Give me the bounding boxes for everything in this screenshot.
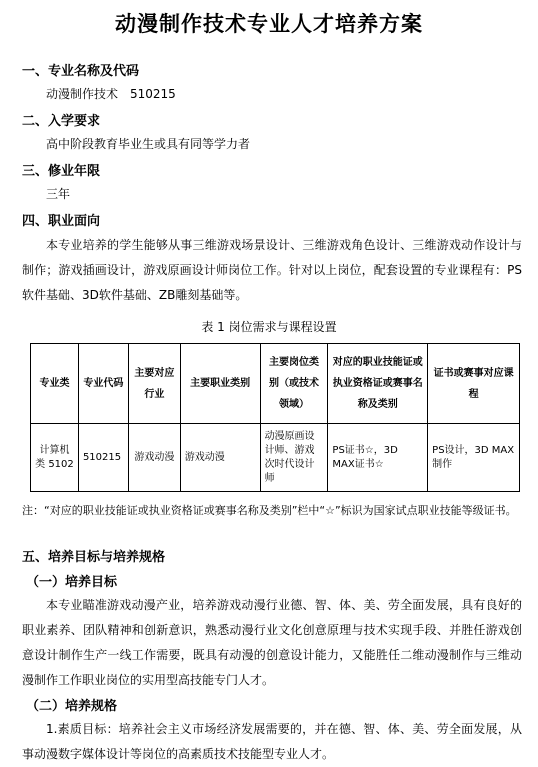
section-4-heading: 四、职业面向 — [22, 214, 101, 229]
table-cell: 计算机类 5102 — [31, 424, 79, 492]
table-cell: 游戏动漫 — [128, 424, 180, 492]
table-cell: 510215 — [78, 424, 128, 492]
table-header-cell: 主要岗位类别（或技术领域） — [260, 344, 328, 424]
table-header-cell: 证书或赛事对应课程 — [428, 344, 520, 424]
table-cell: PS证书☆，3D MAX证书☆ — [328, 424, 428, 492]
study-duration: 三年 — [46, 187, 71, 201]
table-cell: 游戏动漫 — [180, 424, 260, 492]
job-course-table — [30, 343, 520, 492]
major-name-code: 动漫制作技术 510215 — [46, 87, 176, 101]
quality-goal-paragraph: 1.素质目标：培养社会主义市场经济发展需要的，并在德、智、体、美、劳全面发展，从事动漫数字媒体设计等岗位的高素质技术技能型专业人才。 — [22, 722, 522, 761]
section-1-heading: 一、专业名称及代码 — [22, 64, 140, 79]
document-title: 动漫制作技术专业人才培养方案 — [115, 12, 423, 36]
section-3-heading: 三、修业年限 — [22, 164, 101, 179]
table-header-cell: 对应的职业技能证或执业资格证或赛事名称及类别 — [328, 344, 428, 424]
admission-requirement: 高中阶段教育毕业生或具有同等学力者 — [46, 137, 251, 151]
section-2-heading: 二、入学要求 — [22, 114, 101, 129]
career-orientation-paragraph: 本专业培养的学生能够从事三维游戏场景设计、三维游戏角色设计、三维游戏动作设计与制作；游戏插画设计，游戏原画设计师岗位工作。针对以上岗位，配套设置的专业课程有：PS软件基础、3D软件基础、ZB雕刻基础等。 — [22, 238, 522, 302]
table-header-cell: 专业代码 — [78, 344, 128, 424]
training-spec-heading: （二）培养规格 — [26, 699, 118, 714]
table-header-cell: 专业类 — [31, 344, 79, 424]
table-row — [31, 424, 520, 492]
table-header-cell: 主要对应行业 — [128, 344, 180, 424]
table-caption: 表 1 岗位需求与课程设置 — [201, 320, 337, 334]
training-goal-heading: （一）培养目标 — [26, 575, 118, 590]
training-goal-paragraph: 本专业瞄准游戏动漫产业，培养游戏动漫行业德、智、体、美、劳全面发展，具有良好的职业素养、团队精神和创新意识，熟悉动漫行业文化创意原理与技术实现手段、并胜任游戏创意设计制作生产一线工作需要，既具有动漫的创意设计能力，又能胜任二维动漫制作与三维动漫制作工作职业岗位的实用型高技能专门人才。 — [22, 598, 522, 687]
table-cell: PS设计，3D MAX制作 — [428, 424, 520, 492]
table-cell: 动漫原画设计师、游戏次时代设计师 — [260, 424, 328, 492]
section-5-heading: 五、培养目标与培养规格 — [22, 550, 166, 565]
table-header-cell: 主要职业类别 — [180, 344, 260, 424]
table-header-row — [31, 344, 520, 424]
table-note: 注：“对应的职业技能证或执业资格证或赛事名称及类别”栏中“☆”标识为国家试点职业技能等级证书。 — [22, 504, 517, 517]
